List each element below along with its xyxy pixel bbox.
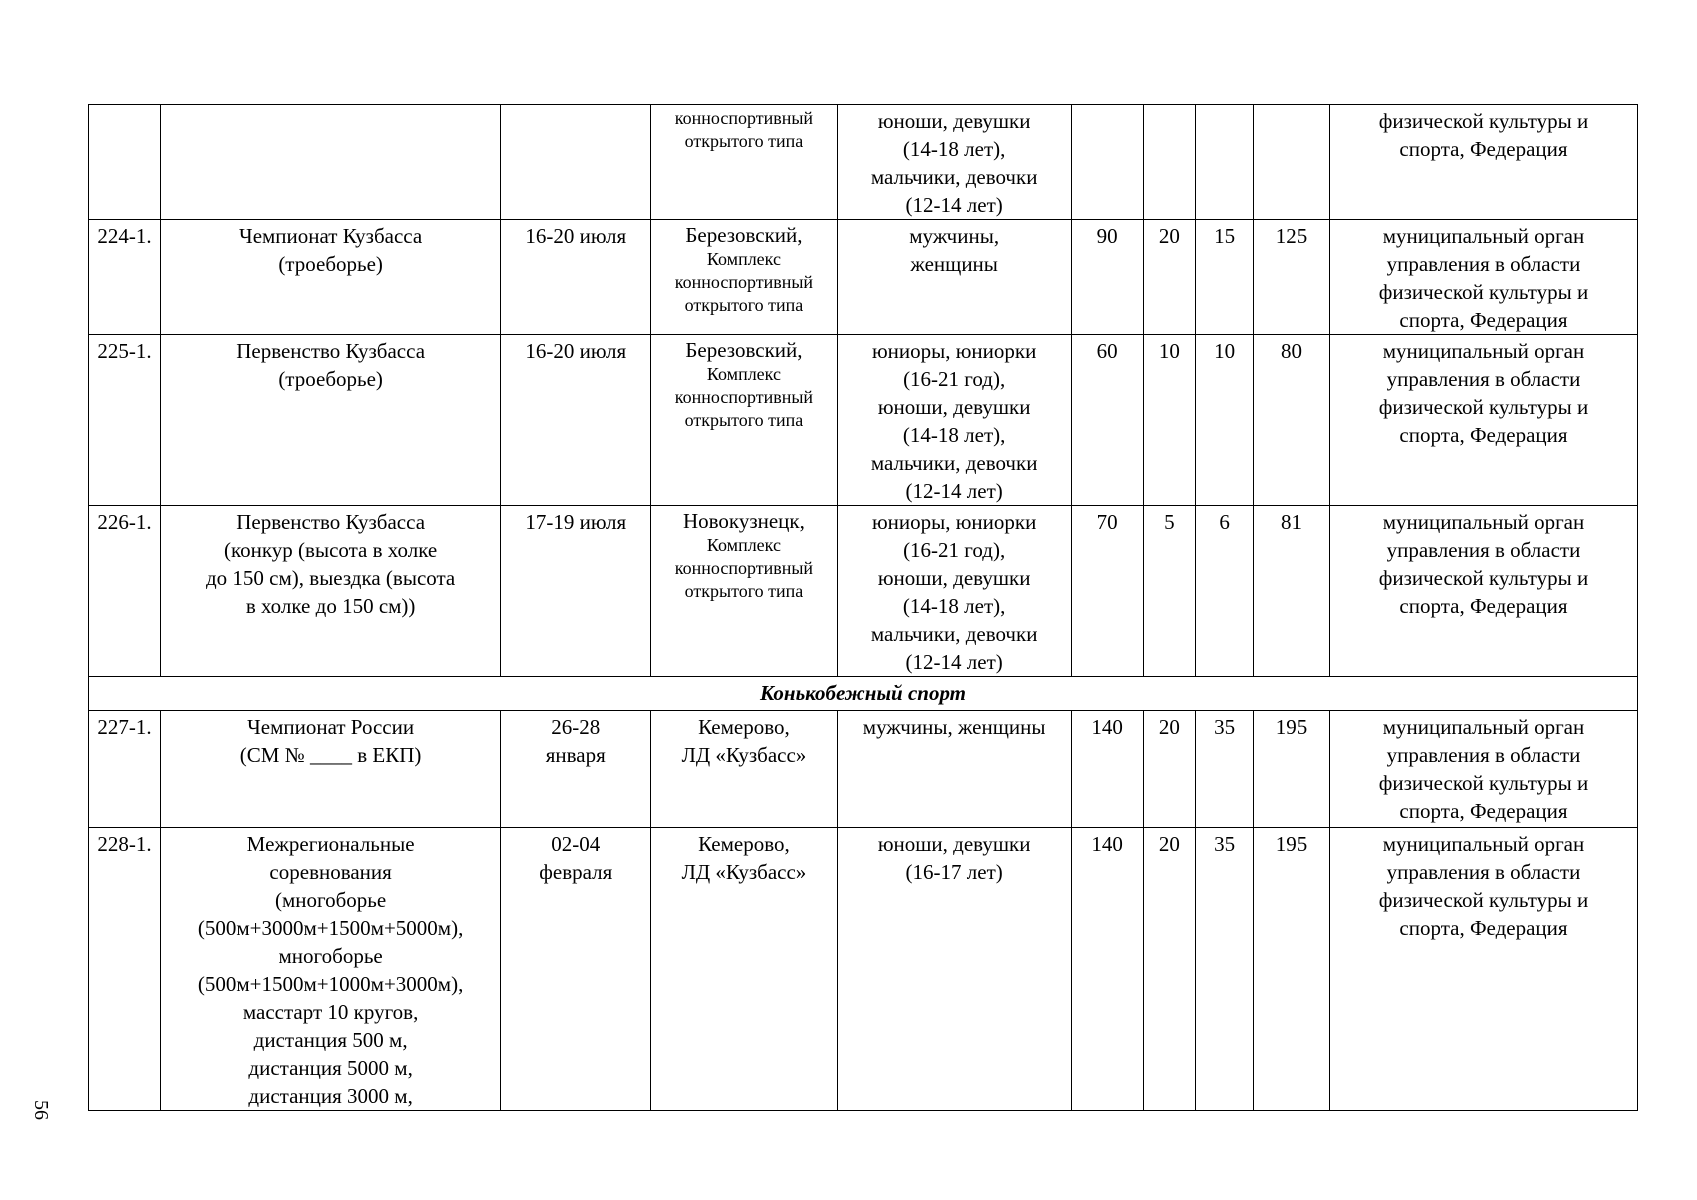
event-date: 16-20 июля <box>501 335 651 506</box>
venue-place: конноспортивный открытого типа <box>674 108 814 151</box>
participants: мужчины, женщины <box>837 711 1071 828</box>
participants: юниоры, юниорки (16-21 год), юноши, девушки (14-18 лет), мальчики, девочки (12-14 лет) <box>837 506 1071 677</box>
row-number: 225-1. <box>89 335 161 506</box>
count-judges: 35 <box>1196 711 1254 828</box>
event-venue <box>651 105 837 220</box>
event-date: 26-28 января <box>501 711 651 828</box>
count-participants: 60 <box>1071 335 1143 506</box>
organizer: муниципальный орган управления в области физической культуры и спорта, Федерация <box>1329 220 1637 335</box>
count-participants: 70 <box>1071 506 1143 677</box>
count-total: 195 <box>1253 711 1329 828</box>
event-venue <box>651 506 837 677</box>
table-row <box>89 220 1638 335</box>
events-table <box>88 104 1638 1111</box>
row-number: 226-1. <box>89 506 161 677</box>
section-header-row <box>89 677 1638 711</box>
count-coaches: 5 <box>1143 506 1196 677</box>
event-venue <box>651 335 837 506</box>
event-name: Чемпионат Кузбасса (троеборье) <box>160 220 500 335</box>
organizer: физической культуры и спорта, Федерация <box>1329 105 1637 220</box>
count-total: 80 <box>1253 335 1329 506</box>
event-name <box>160 105 500 220</box>
count-participants: 90 <box>1071 220 1143 335</box>
venue-place: Комплекс конноспортивный открытого типа <box>674 535 814 601</box>
count-participants: 140 <box>1071 711 1143 828</box>
count-coaches <box>1143 105 1196 220</box>
venue-city: Новокузнецк, <box>682 509 805 533</box>
event-date: 17-19 июля <box>501 506 651 677</box>
count-judges: 6 <box>1196 506 1254 677</box>
row-number: 228-1. <box>89 828 161 1111</box>
organizer: муниципальный орган управления в области физической культуры и спорта, Федерация <box>1329 711 1637 828</box>
row-number <box>89 105 161 220</box>
participants: юноши, девушки (16-17 лет) <box>837 828 1071 1111</box>
participants: мужчины, женщины <box>837 220 1071 335</box>
count-judges: 35 <box>1196 828 1254 1111</box>
venue-city: Березовский, <box>685 223 803 247</box>
count-total: 195 <box>1253 828 1329 1111</box>
count-participants: 140 <box>1071 828 1143 1111</box>
count-coaches: 20 <box>1143 828 1196 1111</box>
table-row <box>89 711 1638 828</box>
participants: юноши, девушки (14-18 лет), мальчики, девочки (12-14 лет) <box>837 105 1071 220</box>
event-date: 02-04 февраля <box>501 828 651 1111</box>
participants: юниоры, юниорки (16-21 год), юноши, девушки (14-18 лет), мальчики, девочки (12-14 лет) <box>837 335 1071 506</box>
row-number: 227-1. <box>89 711 161 828</box>
venue-place: Комплекс конноспортивный открытого типа <box>674 249 814 315</box>
count-total: 125 <box>1253 220 1329 335</box>
count-participants <box>1071 105 1143 220</box>
venue-city: Березовский, <box>685 338 803 362</box>
event-venue: Кемерово, ЛД «Кузбасс» <box>651 828 837 1111</box>
organizer: муниципальный орган управления в области физической культуры и спорта, Федерация <box>1329 506 1637 677</box>
venue-place: Комплекс конноспортивный открытого типа <box>674 364 814 430</box>
count-coaches: 20 <box>1143 220 1196 335</box>
table-row <box>89 506 1638 677</box>
event-name: Первенство Кузбасса (троеборье) <box>160 335 500 506</box>
section-title: Конькобежный спорт <box>89 677 1638 711</box>
event-name: Чемпионат России (СМ № ____ в ЕКП) <box>160 711 500 828</box>
table-row <box>89 828 1638 1111</box>
count-judges: 15 <box>1196 220 1254 335</box>
organizer: муниципальный орган управления в области физической культуры и спорта, Федерация <box>1329 828 1637 1111</box>
table-row <box>89 335 1638 506</box>
count-coaches: 10 <box>1143 335 1196 506</box>
count-total <box>1253 105 1329 220</box>
event-date <box>501 105 651 220</box>
count-judges <box>1196 105 1254 220</box>
page-number: 56 <box>30 1100 52 1120</box>
count-coaches: 20 <box>1143 711 1196 828</box>
row-number: 224-1. <box>89 220 161 335</box>
count-judges: 10 <box>1196 335 1254 506</box>
organizer: муниципальный орган управления в области физической культуры и спорта, Федерация <box>1329 335 1637 506</box>
count-total: 81 <box>1253 506 1329 677</box>
event-venue <box>651 220 837 335</box>
event-name: Межрегиональные соревнования (многоборье (500м+3000м+1500м+5000м), многоборье (500м+1500м+1000м+3000м), масстарт 10 кругов, дистанция 500 м, дистанция 5000 м, дистанция 3000 м, <box>160 828 500 1111</box>
event-name: Первенство Кузбасса (конкур (высота в холке до 150 см), выездка (высота в холке до 150 см)) <box>160 506 500 677</box>
event-venue: Кемерово, ЛД «Кузбасс» <box>651 711 837 828</box>
table-row <box>89 105 1638 220</box>
event-date: 16-20 июля <box>501 220 651 335</box>
